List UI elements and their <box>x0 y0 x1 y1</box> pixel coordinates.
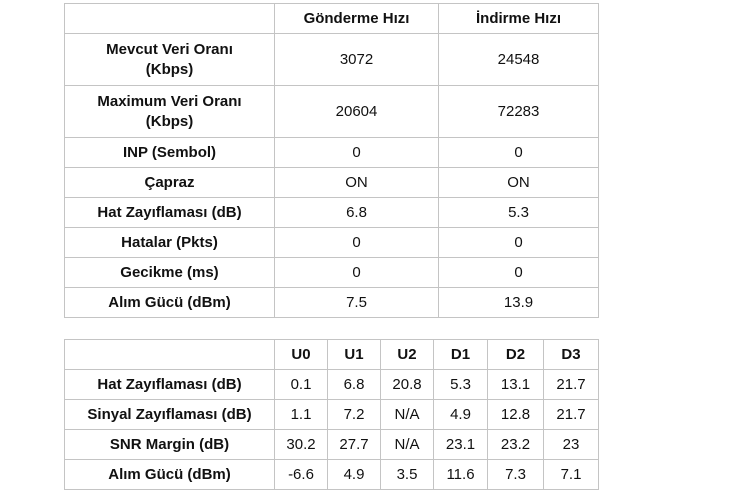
value-cell: 5.3 <box>434 370 488 400</box>
value-cell: N/A <box>381 400 434 430</box>
table-row <box>65 288 599 318</box>
row-label: Sinyal Zayıflaması (dB) <box>65 400 275 430</box>
value-cell: ON <box>275 168 439 198</box>
table-row <box>65 138 599 168</box>
column-header: D3 <box>544 340 599 370</box>
table-row <box>65 460 599 490</box>
row-label: SNR Margin (dB) <box>65 430 275 460</box>
value-cell: 23.1 <box>434 430 488 460</box>
value-cell: 3.5 <box>381 460 434 490</box>
value-cell: 3072 <box>275 34 439 86</box>
column-header: D2 <box>488 340 544 370</box>
value-cell: 30.2 <box>275 430 328 460</box>
table-row <box>65 168 599 198</box>
value-cell: 0 <box>439 138 599 168</box>
value-cell: 12.8 <box>488 400 544 430</box>
value-cell: 0.1 <box>275 370 328 400</box>
column-header: Gönderme Hızı <box>275 4 439 34</box>
value-cell: 13.1 <box>488 370 544 400</box>
row-label: Mevcut Veri Oranı (Kbps) <box>65 34 275 86</box>
value-cell: 21.7 <box>544 400 599 430</box>
row-label: Alım Gücü (dBm) <box>65 288 275 318</box>
band-stats-table <box>64 339 599 490</box>
column-header: U1 <box>328 340 381 370</box>
column-header: İndirme Hızı <box>439 4 599 34</box>
value-cell: 20.8 <box>381 370 434 400</box>
value-cell: ON <box>439 168 599 198</box>
value-cell: 72283 <box>439 86 599 138</box>
value-cell: 20604 <box>275 86 439 138</box>
table-row <box>65 34 599 86</box>
row-label: Çapraz <box>65 168 275 198</box>
value-cell: 24548 <box>439 34 599 86</box>
value-cell: 0 <box>275 228 439 258</box>
value-cell: -6.6 <box>275 460 328 490</box>
value-cell: 0 <box>439 258 599 288</box>
value-cell: 4.9 <box>328 460 381 490</box>
table-row <box>65 400 599 430</box>
value-cell: 6.8 <box>328 370 381 400</box>
corner-cell <box>65 4 275 34</box>
row-label: Maximum Veri Oranı (Kbps) <box>65 86 275 138</box>
value-cell: 0 <box>439 228 599 258</box>
row-label: Hatalar (Pkts) <box>65 228 275 258</box>
value-cell: 23 <box>544 430 599 460</box>
value-cell: 27.7 <box>328 430 381 460</box>
value-cell: 7.1 <box>544 460 599 490</box>
value-cell: 4.9 <box>434 400 488 430</box>
line-rate-table <box>64 3 599 318</box>
value-cell: N/A <box>381 430 434 460</box>
value-cell: 6.8 <box>275 198 439 228</box>
value-cell: 0 <box>275 258 439 288</box>
header-row <box>65 4 599 34</box>
row-label: Hat Zayıflaması (dB) <box>65 198 275 228</box>
value-cell: 7.3 <box>488 460 544 490</box>
column-header: U2 <box>381 340 434 370</box>
table-row <box>65 370 599 400</box>
row-label: Alım Gücü (dBm) <box>65 460 275 490</box>
value-cell: 21.7 <box>544 370 599 400</box>
value-cell: 5.3 <box>439 198 599 228</box>
column-header: U0 <box>275 340 328 370</box>
header-row <box>65 340 599 370</box>
row-label: INP (Sembol) <box>65 138 275 168</box>
row-label: Hat Zayıflaması (dB) <box>65 370 275 400</box>
table-row <box>65 430 599 460</box>
value-cell: 1.1 <box>275 400 328 430</box>
value-cell: 13.9 <box>439 288 599 318</box>
table-row <box>65 258 599 288</box>
value-cell: 0 <box>275 138 439 168</box>
column-header: D1 <box>434 340 488 370</box>
table-row <box>65 228 599 258</box>
corner-cell <box>65 340 275 370</box>
table-row <box>65 86 599 138</box>
value-cell: 11.6 <box>434 460 488 490</box>
value-cell: 23.2 <box>488 430 544 460</box>
table-row <box>65 198 599 228</box>
value-cell: 7.5 <box>275 288 439 318</box>
value-cell: 7.2 <box>328 400 381 430</box>
row-label: Gecikme (ms) <box>65 258 275 288</box>
